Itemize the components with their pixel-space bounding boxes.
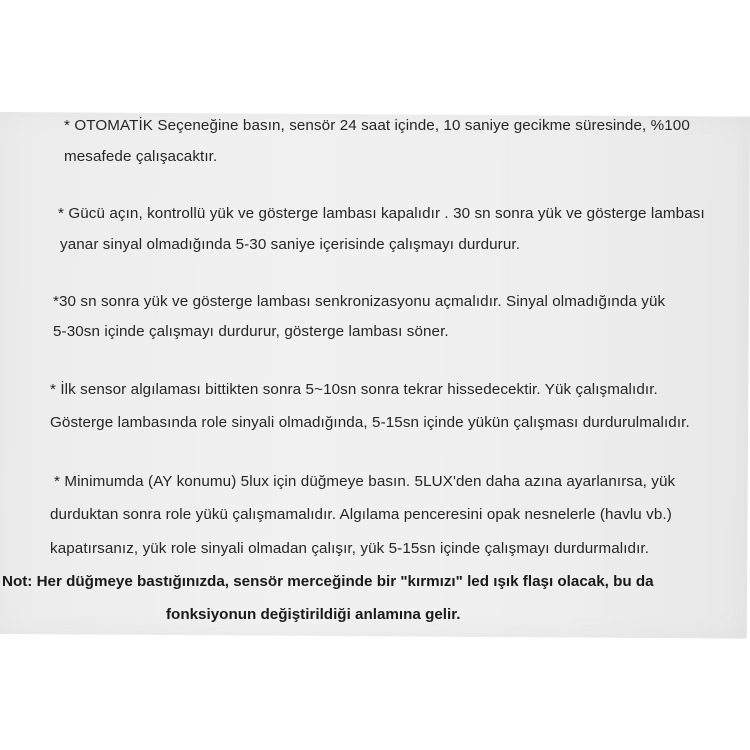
paragraph-1-line-2: mesafede çalışacaktır. [64, 148, 218, 165]
paragraph-3-line-2: 5-30sn içinde çalışmayı durdurur, gösterge lambası söner. [53, 323, 449, 340]
note-line-2: fonksiyonun değiştirildiği anlamına gelir. [166, 606, 461, 623]
paragraph-5-line-1: * Minimumda (AY konumu) 5lux için düğmeye basın. 5LUX'den daha azına ayarlanırsa, yük [54, 473, 676, 490]
paragraph-1-line-1: * OTOMATİK Seçeneğine basın, sensör 24 saat içinde, 10 saniye gecikme süresinde, %100 [64, 117, 690, 134]
paragraph-5-line-2: durduktan sonra role yükü çalışmamalıdır. Algılama penceresini opak nesnelerle (havlu vb.) [50, 506, 672, 523]
paragraph-3-line-1: *30 sn sonra yük ve gösterge lambası senkronizasyonu açmalıdır. Sinyal olmadığında yük [53, 293, 666, 310]
note-line-1: Not: Her düğmeye bastığınızda, sensör merceğinde bir "kırmızı" led ışık flaşı olacak, bu da [2, 573, 654, 590]
paragraph-2-line-1: * Gücü açın, kontrollü yük ve gösterge lambası kapalıdır . 30 sn sonra yük ve gösterge lambası [58, 205, 705, 222]
paragraph-4-line-2: Gösterge lambasında role sinyali olmadığında, 5-15sn içinde yükün çalışması durdurulmalıdır. [50, 414, 690, 431]
paragraph-4-line-1: * İlk sensor algılaması bittikten sonra 5~10sn sonra tekrar hissedecektir. Yük çalışmalıdır. [50, 381, 658, 398]
paragraph-2-line-2: yanar sinyal olmadığında 5-30 saniye içerisinde çalışmayı durdurur. [60, 236, 521, 253]
paragraph-5-line-3: kapatırsanız, yük role sinyali olmadan çalışır, yük 5-15sn içinde çalışmayı durdurmalıdır. [50, 540, 650, 557]
paper-sheet [0, 112, 750, 639]
